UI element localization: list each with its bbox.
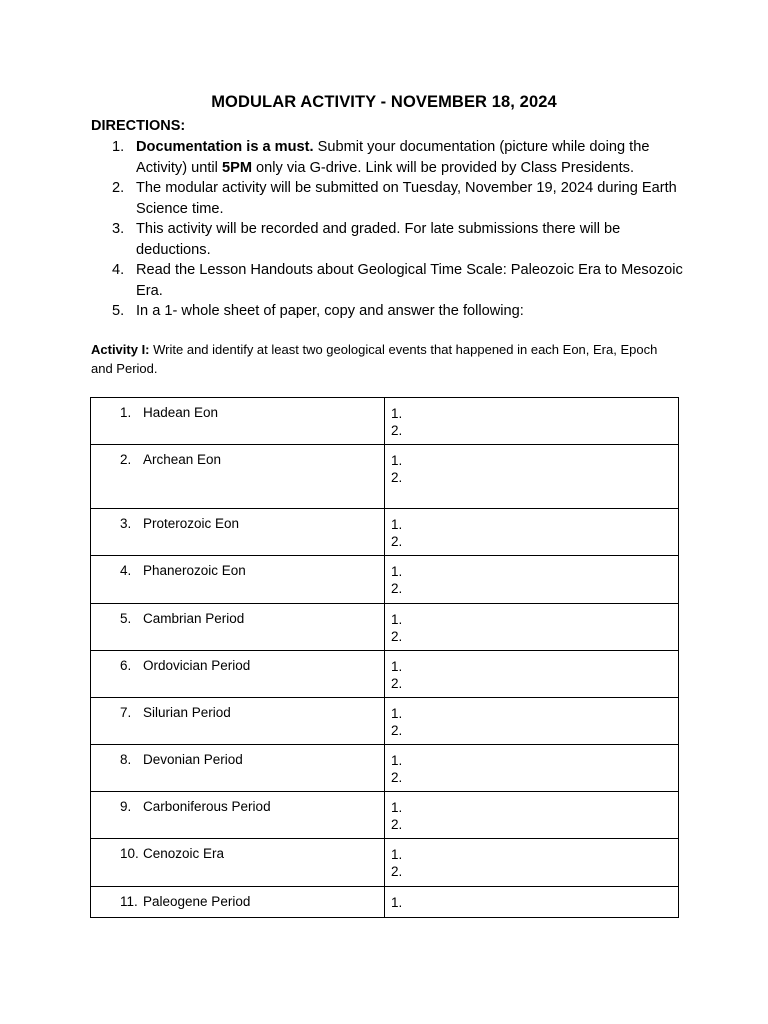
answer-line: 1. — [391, 517, 403, 532]
activity-label: Activity I: — [91, 342, 150, 357]
direction-text: Read the Lesson Handouts about Geological Time Scale: Paleozoic Era to Mesozoic Era. — [136, 262, 683, 299]
direction-deadline: 5PM — [221, 159, 252, 176]
directions-heading: DIRECTIONS: — [91, 118, 186, 134]
answer-line: 1. — [391, 612, 403, 627]
direction-number: 5. — [112, 303, 125, 319]
row-number: 4. — [120, 563, 132, 578]
period-label: Archean Eon — [143, 452, 222, 467]
period-cell — [91, 556, 385, 604]
direction-bold-lead: Documentation is a must. — [136, 139, 314, 155]
answer-cell — [385, 887, 679, 918]
table-row — [91, 556, 679, 604]
row-number: 2. — [120, 452, 132, 467]
answer-line: 2. — [391, 723, 403, 738]
answer-line: 2. — [391, 817, 403, 832]
answer-cell — [385, 398, 679, 445]
direction-number: 2. — [112, 180, 125, 196]
answer-line: 1. — [391, 800, 403, 815]
period-cell — [91, 445, 385, 509]
direction-item — [91, 301, 691, 322]
activity-instructions — [91, 340, 681, 378]
period-cell — [91, 745, 385, 792]
table-row — [91, 839, 679, 887]
answer-line: 1. — [391, 847, 403, 862]
answer-cell — [385, 445, 679, 509]
row-number: 7. — [120, 705, 132, 720]
answer-cell — [385, 839, 679, 887]
row-number: 8. — [120, 752, 132, 767]
answer-cell — [385, 509, 679, 556]
period-cell — [91, 887, 385, 918]
period-cell — [91, 839, 385, 887]
period-cell — [91, 509, 385, 556]
period-label: Cambrian Period — [143, 611, 245, 626]
answer-cell — [385, 792, 679, 839]
period-label: Phanerozoic Eon — [143, 563, 246, 578]
answer-line: 2. — [391, 770, 403, 785]
direction-text: Submit your documentation (picture while doing the Activity) until — [136, 139, 650, 176]
answer-cell — [385, 745, 679, 792]
row-number: 10. — [120, 846, 139, 861]
row-number: 9. — [120, 799, 132, 814]
period-cell — [91, 698, 385, 745]
period-label: Silurian Period — [143, 705, 231, 720]
row-number: 6. — [120, 658, 132, 673]
period-label: Hadean Eon — [143, 405, 219, 420]
answer-line: 2. — [391, 676, 403, 691]
geological-events-table — [90, 397, 679, 918]
table-row — [91, 792, 679, 839]
direction-item — [91, 219, 691, 260]
answer-line: 1. — [391, 895, 403, 910]
period-label: Paleogene Period — [143, 894, 251, 909]
direction-item — [91, 178, 691, 219]
table-row — [91, 698, 679, 745]
answer-cell — [385, 604, 679, 651]
period-label: Carboniferous Period — [143, 799, 271, 814]
direction-text: The modular activity will be submitted on Tuesday, November 19, 2024 during Earth Science time. — [136, 180, 677, 217]
answer-cell — [385, 651, 679, 698]
answer-line: 1. — [391, 406, 403, 421]
answer-line: 1. — [391, 753, 403, 768]
answer-line: 2. — [391, 470, 403, 485]
answer-line: 2. — [391, 629, 403, 644]
row-number: 11. — [120, 894, 138, 909]
table-row — [91, 604, 679, 651]
period-label: Ordovician Period — [143, 658, 251, 673]
answer-line: 2. — [391, 423, 403, 438]
answer-line: 1. — [391, 453, 403, 468]
table-row — [91, 445, 679, 509]
table-row — [91, 509, 679, 556]
direction-text: In a 1- whole sheet of paper, copy and answer the following: — [136, 303, 524, 319]
directions-list — [91, 137, 691, 322]
row-number: 5. — [120, 611, 132, 626]
period-cell — [91, 792, 385, 839]
direction-number: 3. — [112, 221, 125, 237]
direction-text: This activity will be recorded and graded. For late submissions there will be deductions. — [136, 221, 621, 258]
period-label: Devonian Period — [143, 752, 243, 767]
period-label: Cenozoic Era — [143, 846, 225, 861]
table-row — [91, 745, 679, 792]
direction-item — [91, 137, 691, 178]
answer-line: 2. — [391, 534, 403, 549]
direction-number: 1. — [112, 139, 125, 155]
period-cell — [91, 398, 385, 445]
answer-line: 1. — [391, 706, 403, 721]
period-label: Proterozoic Eon — [143, 516, 240, 531]
answer-line: 2. — [391, 581, 403, 596]
period-cell — [91, 604, 385, 651]
table-row — [91, 651, 679, 698]
row-number: 1. — [120, 405, 132, 420]
document-title: MODULAR ACTIVITY - NOVEMBER 18, 2024 — [211, 93, 557, 111]
answer-cell — [385, 698, 679, 745]
activity-text: Write and identify at least two geological events that happened in each Eon, Era, Epoch and Period. — [91, 342, 658, 376]
answer-line: 1. — [391, 659, 403, 674]
answer-line: 1. — [391, 564, 403, 579]
direction-number: 4. — [112, 262, 125, 278]
table-row — [91, 398, 679, 445]
answer-cell — [385, 556, 679, 604]
row-number: 3. — [120, 516, 132, 531]
direction-text: only via G-drive. Link will be provided by Class Presidents. — [251, 159, 635, 176]
direction-item — [91, 260, 691, 301]
period-cell — [91, 651, 385, 698]
table-row — [91, 887, 679, 918]
answer-line: 2. — [391, 864, 403, 879]
